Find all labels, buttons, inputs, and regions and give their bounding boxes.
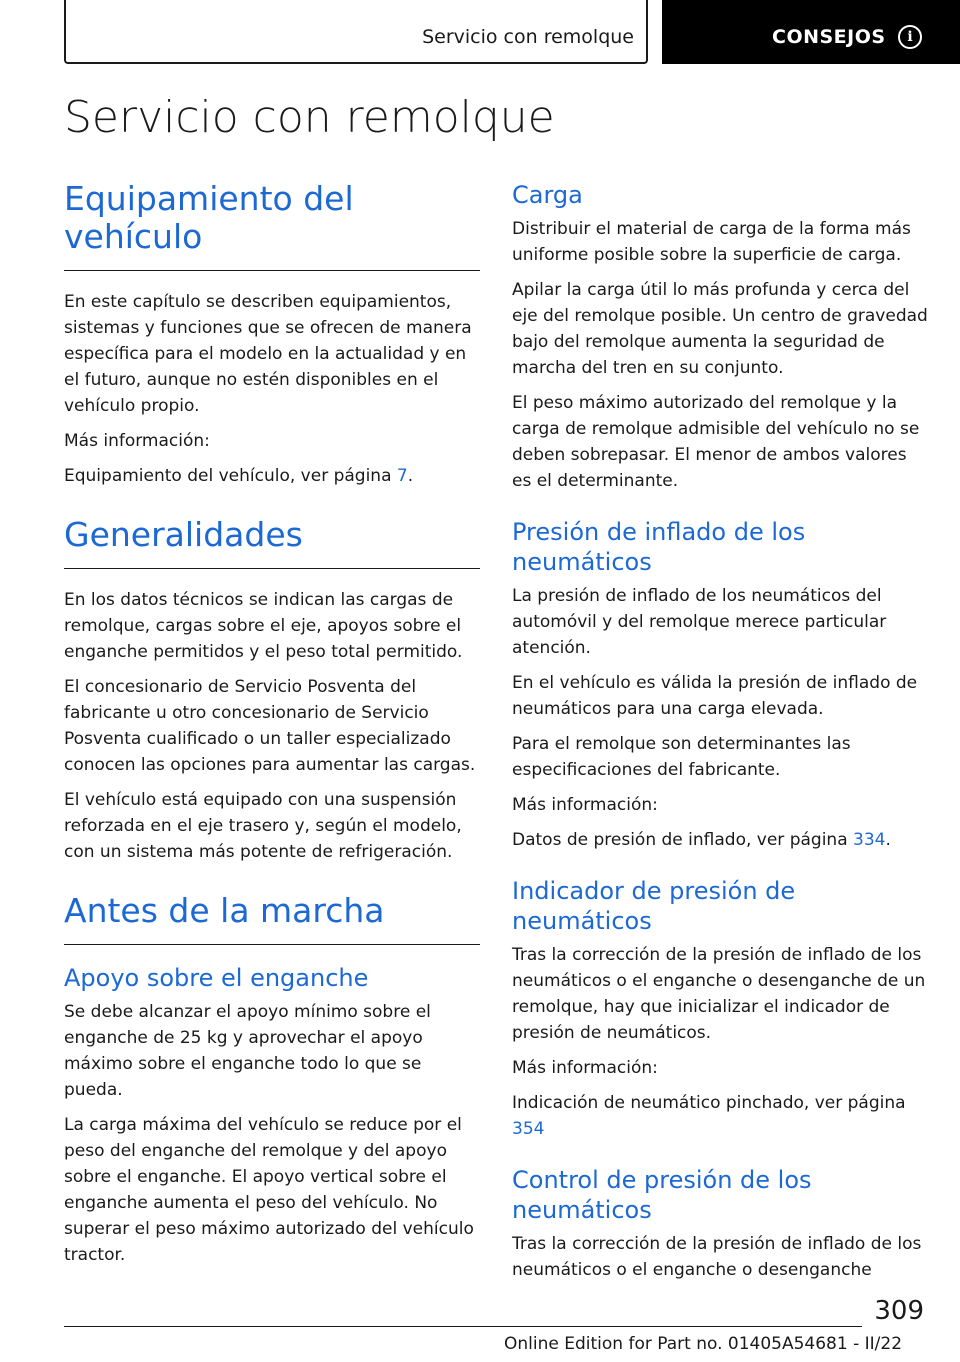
paragraph: La carga máxima del vehículo se reduce por el peso del enganche del remolque y del apoyo sobre el enganche. El apoyo vertical sobre el enganche aumenta el peso del vehículo. No superar el peso máximo autorizado del vehículo tractor. xyxy=(64,1114,474,1265)
page-link[interactable]: 7 xyxy=(396,465,408,486)
section-heading-generalidades: Generalidades xyxy=(64,516,480,569)
paragraph: Tras la corrección de la presión de inflado de los neumáticos o el enganche o desenganche de un remolque, hay que inicializar el indicador de presión de neumáticos. xyxy=(512,945,926,1043)
section-heading-equipamiento: Equipamiento del vehículo xyxy=(64,180,480,271)
footer-divider xyxy=(64,1326,862,1327)
subheading-control-presion: Control de presión de los neumáticos xyxy=(512,1166,812,1224)
paragraph: En los datos técnicos se indican las cargas de remolque, cargas sobre el eje, apoyos sobre el enganche permitidos y el peso total permitido. xyxy=(64,589,463,662)
header-chapter-tab[interactable] xyxy=(662,0,960,64)
paragraph: El vehículo está equipado con una suspensión reforzada en el eje trasero y, según el modelo, con un sistema más potente de refrigeración. xyxy=(64,789,462,862)
header-section-tab xyxy=(64,0,648,64)
header-section-label: Servicio con remolque xyxy=(422,26,634,48)
page-link[interactable]: 354 xyxy=(512,1119,545,1139)
footer-edition: Online Edition for Part no. 01405A54681 - II/22 xyxy=(504,1334,903,1354)
right-column xyxy=(512,180,930,1292)
subheading-carga: Carga xyxy=(512,181,583,209)
paragraph: Se debe alcanzar el apoyo mínimo sobre el enganche de 25 kg y aprovechar el apoyo máximo sobre el enganche todo lo que se pueda. xyxy=(64,1001,431,1100)
paragraph-with-link: Equipamiento del vehículo, ver página 7. xyxy=(64,465,414,486)
paragraph: Para el remolque son determinantes las especificaciones del fabricante. xyxy=(512,734,851,780)
paragraph: Tras la corrección de la presión de inflado de los neumáticos o el enganche o desenganche xyxy=(512,1234,922,1280)
paragraph: Apilar la carga útil lo más profunda y cerca del eje del remolque posible. Un centro de gravedad bajo del remolque aumenta la seguridad de marcha del tren en su conjunto. xyxy=(512,280,928,378)
paragraph-with-link: Datos de presión de inflado, ver página 334. xyxy=(512,830,891,850)
header-chapter-label: CONSEJOS xyxy=(772,26,886,48)
paragraph: Más información: xyxy=(512,795,658,815)
page-title: Servicio con remolque xyxy=(64,92,555,143)
paragraph: El concesionario de Servicio Posventa del fabricante u otro concesionario de Servicio Posventa cualificado o un taller especializado conocen las opciones para aumentar las cargas. xyxy=(64,676,476,775)
subheading-apoyo: Apoyo sobre el enganche xyxy=(64,963,369,992)
paragraph: Más información: xyxy=(64,430,210,451)
left-column xyxy=(64,180,480,1277)
info-icon: i xyxy=(898,25,922,49)
paragraph: Distribuir el material de carga de la forma más uniforme posible sobre la superficie de carga. xyxy=(512,219,911,265)
paragraph-with-link: Indicación de neumático pinchado, ver página 354 xyxy=(512,1093,906,1139)
paragraph: En el vehículo es válida la presión de inflado de neumáticos para una carga elevada. xyxy=(512,673,918,719)
subheading-indicador-presion: Indicador de presión de neumáticos xyxy=(512,877,796,935)
paragraph: Más información: xyxy=(512,1058,658,1078)
page-link[interactable]: 334 xyxy=(853,830,886,850)
paragraph: En este capítulo se describen equipamientos, sistemas y funciones que se ofrecen de manera específica para el modelo en la actualidad y en el futuro, aunque no estén disponibles en el vehículo propio. xyxy=(64,291,472,416)
page-number: 309 xyxy=(874,1296,924,1326)
paragraph: La presión de inflado de los neumáticos del automóvil y del remolque merece particular atención. xyxy=(512,586,887,658)
section-heading-antes-de-la-marcha: Antes de la marcha xyxy=(64,892,480,945)
subheading-presion-inflado: Presión de inflado de los neumáticos xyxy=(512,518,806,576)
paragraph: El peso máximo autorizado del remolque y la carga de remolque admisible del vehículo no se deben sobrepasar. El menor de ambos valores es el determinante. xyxy=(512,393,920,491)
